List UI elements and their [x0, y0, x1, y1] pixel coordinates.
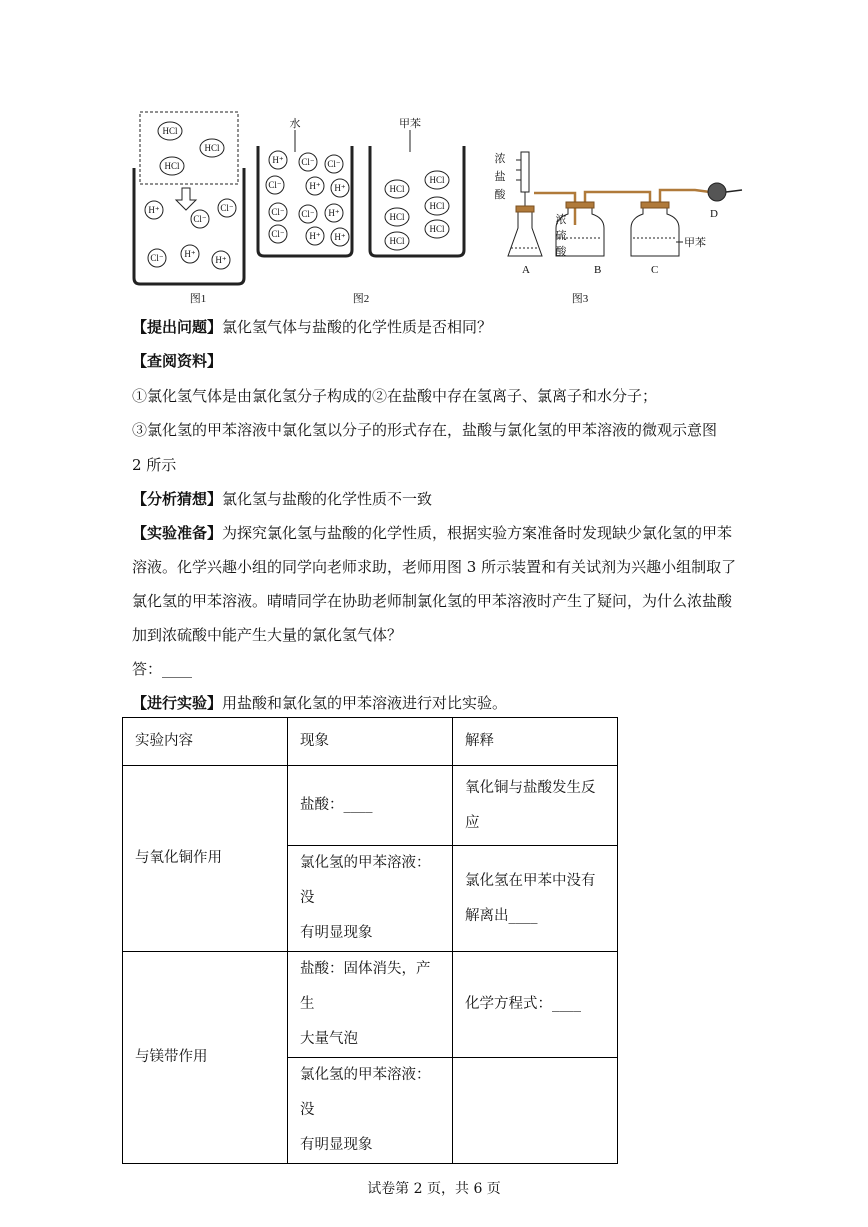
prep-line-1 [132, 523, 732, 543]
question-line [132, 317, 492, 337]
fig2-ion-label: H⁺ [309, 231, 321, 241]
fig3-conc-h2so4-char: 浓 [555, 214, 567, 226]
fig2-right-label: 甲苯 [399, 118, 421, 130]
fig3-conc-h2so4-char: 硫 [555, 230, 567, 242]
header-explanation: 解释 [453, 718, 618, 766]
fig1-molecule-label: HCl [162, 126, 178, 136]
prep-line-2: 溶液。化学兴趣小组的同学向老师求助，老师用图 3 所示装置和有关试剂为兴趣小组制取了 [132, 558, 737, 576]
fig2-molecule-label: HCl [389, 212, 405, 222]
fig2-left-label: 水 [289, 118, 301, 130]
fig3-label-b: B [594, 264, 602, 276]
fig2-ion-label: H⁺ [334, 183, 346, 193]
group1-r2-phenomenon [288, 846, 453, 952]
group2-r1-phenomenon [288, 952, 453, 1058]
group1-r1-phenomenon[interactable]: 盐酸：____ [288, 766, 453, 846]
fig2-ion-label: Cl⁻ [271, 207, 285, 217]
fig2-molecule-label: HCl [429, 175, 445, 185]
fig3-conc-h2so4-char: 酸 [555, 246, 567, 258]
bottle-c [631, 208, 679, 256]
group1-content: 与氧化铜作用 [123, 766, 288, 952]
fig3-conc-hcl-char: 浓 [494, 153, 506, 165]
header-phenomenon: 现象 [288, 718, 453, 766]
figure-row [120, 100, 760, 315]
reference-heading [132, 351, 222, 371]
fig2-ion-label: H⁺ [334, 232, 346, 242]
cell-line: 氯化氢的甲苯溶液：没 [300, 855, 431, 906]
drying-tube-d [708, 183, 726, 201]
group2-r2-phenomenon [288, 1058, 453, 1164]
fig2-molecule-label: HCl [389, 236, 405, 246]
table-row [123, 766, 618, 846]
fig1-ion-label: H⁺ [148, 205, 160, 215]
figure-1 [134, 112, 244, 305]
fig2-ion-label: H⁺ [328, 208, 340, 218]
fig3-label-d: D [710, 208, 718, 220]
group2-r1-explanation[interactable]: 化学方程式：____ [453, 952, 618, 1058]
fig2-caption: 图2 [352, 293, 370, 305]
figure-2 [258, 116, 464, 305]
cell-line: 盐酸：固体消失，产生 [300, 961, 431, 1012]
hypothesis-text: 氯化氢与盐酸的化学性质不一致 [222, 490, 433, 508]
experiment-text: 用盐酸和氯化氢的甲苯溶液进行对比实验。 [222, 694, 508, 712]
table-row [123, 952, 618, 1058]
fig3-label-a: A [522, 264, 530, 276]
fig2-molecule-label: HCl [429, 224, 445, 234]
cell-line: 应 [465, 814, 480, 831]
reference-label: 【查阅资料】 [132, 352, 223, 370]
cell-line: 大量气泡 [300, 1031, 358, 1047]
fig1-ion-label: H⁺ [215, 255, 227, 265]
experiment-table [122, 717, 618, 1164]
prep-text-1: 为探究氯化氢与盐酸的化学性质，根据实验方案准备时发现缺少氯化氢的甲苯 [222, 524, 733, 542]
question-text: 氯化氢气体与盐酸的化学性质是否相同？ [222, 318, 493, 336]
fig1-ion-label: Cl⁻ [150, 253, 164, 263]
group1-r1-explanation [453, 766, 618, 846]
cell-line: 氧化铜与盐酸发生反 [465, 779, 596, 796]
table-header-row [123, 718, 618, 766]
question-label: 【提出问题】 [132, 318, 223, 336]
cell-line: 有明显现象 [300, 1137, 373, 1153]
experiment-line [132, 693, 507, 713]
fig2-molecule-label: HCl [389, 184, 405, 194]
prep-line-4: 加到浓硫酸中能产生大量的氯化氢气体？ [132, 626, 403, 644]
fig2-ion-label: Cl⁻ [301, 157, 315, 167]
reference-line-2: ③氯化氢的甲苯溶液中氯化氢以分子的形式存在，盐酸与氯化氢的甲苯溶液的微观示意图 [132, 421, 718, 439]
fig1-ion-label: H⁺ [184, 249, 196, 259]
fig2-molecule-label: HCl [429, 201, 445, 211]
answer-line[interactable]: 答：____ [132, 660, 193, 678]
group2-content: 与镁带作用 [123, 952, 288, 1164]
fig3-caption: 图3 [571, 293, 589, 305]
fig1-molecule-label: HCl [204, 143, 220, 153]
dropping-funnel [521, 152, 529, 192]
fig2-ion-label: H⁺ [309, 181, 321, 191]
fig3-conc-hcl-char: 盐 [494, 171, 506, 183]
fig3-label-c: C [651, 264, 659, 276]
flask-a [508, 212, 542, 256]
fig2-ion-label: Cl⁻ [271, 229, 285, 239]
group2-r2-explanation [453, 1058, 618, 1164]
group1-r2-explanation[interactable] [453, 846, 618, 952]
cell-line: 有明显现象 [300, 925, 373, 941]
fig3-toluene-label: 甲苯 [684, 237, 706, 249]
prep-label: 【实验准备】 [132, 524, 223, 542]
fig2-ion-label: Cl⁻ [268, 180, 282, 190]
fig1-ion-label: Cl⁻ [193, 214, 207, 224]
header-content: 实验内容 [123, 718, 288, 766]
reference-line-3: 2 所示 [132, 456, 177, 474]
cell-line: 氯化氢在甲苯中没有 [465, 872, 596, 889]
fig1-caption: 图1 [189, 293, 207, 305]
hypothesis-line [132, 489, 432, 509]
cell-line: 氯化氢的甲苯溶液：没 [300, 1067, 431, 1118]
cell-line: 解离出____ [465, 907, 538, 924]
figure-3 [495, 151, 743, 305]
fig1-ion-label: Cl⁻ [220, 203, 234, 213]
prep-line-3: 氯化氢的甲苯溶液。晴晴同学在协助老师制氯化氢的甲苯溶液时产生了疑问，为什么浓盐酸 [132, 592, 733, 610]
figures-svg [120, 100, 760, 315]
fig2-ion-label: H⁺ [272, 155, 284, 165]
experiment-label: 【进行实验】 [132, 694, 223, 712]
page-footer: 试卷第 2 页，共 6 页 [367, 1181, 501, 1197]
hypothesis-label: 【分析猜想】 [132, 490, 223, 508]
fig2-ion-label: Cl⁻ [301, 209, 315, 219]
reference-line-1: ①氯化氢气体是由氯化氢分子构成的②在盐酸中存在氢离子、氯离子和水分子； [132, 387, 658, 405]
fig2-ion-label: Cl⁻ [327, 159, 341, 169]
fig1-molecule-label: HCl [164, 161, 180, 171]
fig3-conc-hcl-char: 酸 [494, 189, 506, 201]
